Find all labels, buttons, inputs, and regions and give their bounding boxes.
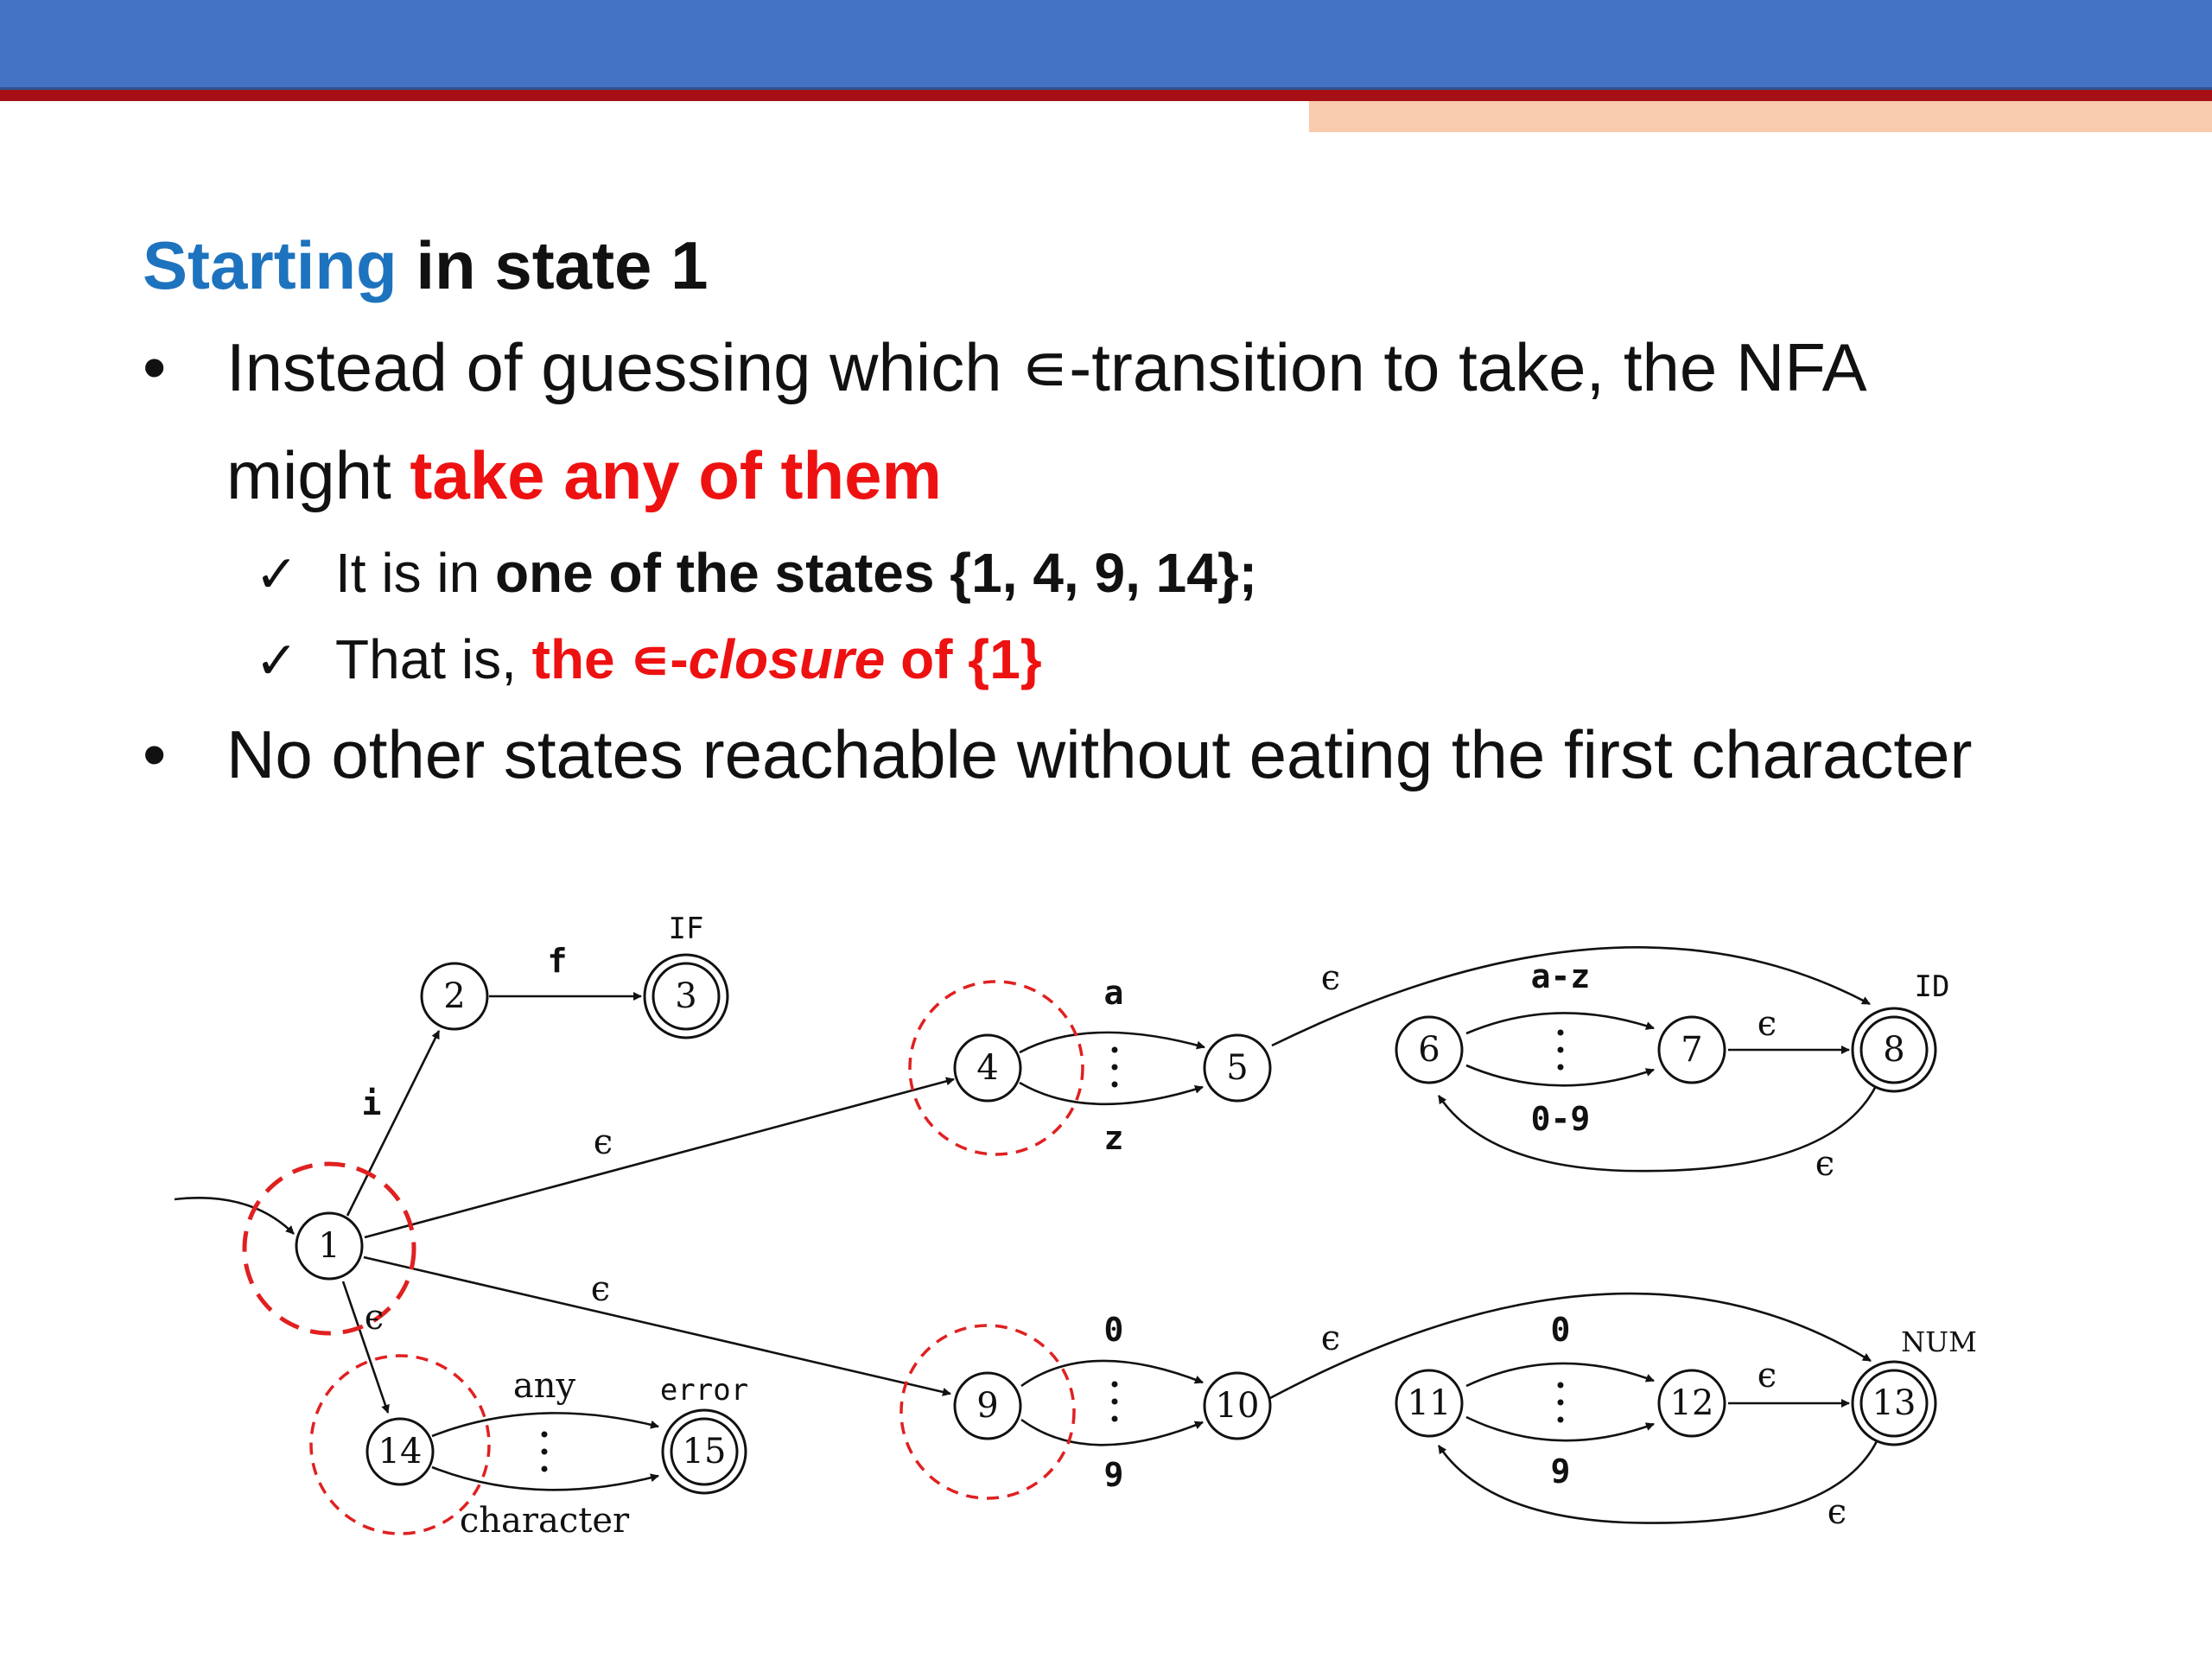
accept-label-error: error: [659, 1373, 749, 1408]
state-8-label: 8: [1883, 1030, 1905, 1070]
label-10-13: ϵ: [1320, 1319, 1341, 1358]
state-1: [296, 1213, 362, 1279]
accept-label-if: IF: [668, 912, 704, 946]
label-1-4: ϵ: [593, 1122, 613, 1162]
label-9-10-bottom: 9: [1103, 1456, 1124, 1494]
sub-bullet-2-emph-c: of {1}: [885, 628, 1042, 690]
check-icon: ✓: [255, 632, 299, 690]
state-6: [1396, 1017, 1462, 1083]
bullet-1-emphasis: take any of them: [410, 437, 942, 513]
state-7: [1659, 1017, 1725, 1083]
bullet-1-line-2-plain: might: [226, 437, 410, 513]
sub-bullet-2-emph-b: closure: [688, 628, 886, 690]
label-9-10-top: 0: [1103, 1311, 1124, 1349]
state-15: [663, 1410, 746, 1493]
label-1-14: ϵ: [364, 1298, 385, 1338]
label-13-11: ϵ: [1827, 1492, 1847, 1532]
label-6-7-bottom: 0-9: [1530, 1100, 1591, 1138]
state-7-label: 7: [1681, 1030, 1703, 1070]
bullet-1-line-1: Instead of guessing which ∊-transition to take, the NFA: [226, 329, 1867, 405]
state-11-label: 11: [1407, 1383, 1452, 1423]
ellipsis-4-5: [1112, 1047, 1118, 1088]
state-2-label: 2: [443, 976, 466, 1016]
bullet-marker-1: •: [143, 329, 167, 405]
state-12-label: 12: [1669, 1383, 1714, 1423]
accept-label-num: NUM: [1901, 1325, 1977, 1358]
sub-bullet-1-plain: It is in: [335, 542, 495, 604]
state-2: [422, 963, 487, 1029]
state-13-label: 13: [1872, 1383, 1916, 1423]
sub-bullet-2-emph-a: the ∊-: [531, 628, 689, 690]
label-8-6: ϵ: [1815, 1144, 1835, 1184]
edge-4-5-bottom: [1020, 1083, 1203, 1104]
start-arrow: [175, 1198, 294, 1234]
label-2-3: f: [547, 942, 568, 980]
heading-highlight: Starting: [143, 227, 397, 303]
label-1-9: ϵ: [590, 1269, 611, 1309]
label-11-12-bottom: 9: [1550, 1452, 1571, 1491]
ellipsis-14-15: [542, 1432, 548, 1472]
bullet-marker-2: •: [143, 716, 167, 792]
state-5: [1205, 1035, 1270, 1101]
state-9: [955, 1373, 1020, 1439]
state-11: [1396, 1370, 1462, 1436]
label-11-12-top: 0: [1550, 1311, 1571, 1349]
edge-1-2: [347, 1031, 439, 1216]
state-13: [1853, 1362, 1936, 1445]
state-5-label: 5: [1226, 1048, 1249, 1088]
state-15-label: 15: [682, 1432, 727, 1471]
label-7-8: ϵ: [1757, 1004, 1777, 1044]
state-9-label: 9: [976, 1386, 999, 1426]
label-1-2: i: [361, 1084, 382, 1122]
accept-label-id: ID: [1914, 969, 1950, 1004]
edge-10-13: [1270, 1294, 1871, 1398]
edge-8-6: [1439, 1084, 1877, 1171]
edge-1-9: [364, 1257, 950, 1394]
state-3-label: 3: [675, 976, 697, 1016]
state-4-label: 4: [976, 1048, 999, 1088]
label-12-13: ϵ: [1757, 1356, 1777, 1395]
state-3: [645, 955, 728, 1038]
ellipsis-6-7: [1558, 1030, 1564, 1071]
edge-9-10-bottom: [1021, 1420, 1203, 1445]
edge-13-11: [1439, 1441, 1877, 1523]
state-6-label: 6: [1418, 1030, 1440, 1070]
state-12: [1659, 1370, 1725, 1436]
state-8: [1853, 1008, 1936, 1091]
state-10-label: 10: [1215, 1386, 1260, 1426]
state-4: [955, 1035, 1020, 1101]
ellipsis-11-12: [1558, 1382, 1564, 1423]
sub-bullet-2-plain: That is,: [335, 628, 532, 690]
ellipsis-9-10: [1112, 1382, 1118, 1422]
heading-rest: in state 1: [397, 227, 709, 303]
label-4-5-bottom: z: [1103, 1119, 1124, 1157]
edge-9-10-top: [1021, 1361, 1203, 1386]
state-14: [367, 1419, 433, 1484]
label-5-8: ϵ: [1320, 958, 1341, 998]
label-4-5-top: a: [1103, 974, 1124, 1012]
sub-bullet-1-bold: one of the states {1, 4, 9, 14};: [494, 542, 1258, 604]
label-6-7-top: a-z: [1530, 957, 1591, 995]
state-10: [1205, 1373, 1270, 1439]
bullet-2-text: No other states reachable without eating the first character: [226, 716, 1973, 792]
state-1-label: 1: [318, 1226, 340, 1266]
edge-1-4: [365, 1079, 954, 1237]
check-icon: ✓: [255, 545, 299, 603]
label-14-15-top: any: [512, 1366, 576, 1406]
state-14-label: 14: [378, 1432, 423, 1471]
accept-labels: [660, 912, 1977, 1408]
label-14-15-bottom: character: [459, 1501, 630, 1541]
